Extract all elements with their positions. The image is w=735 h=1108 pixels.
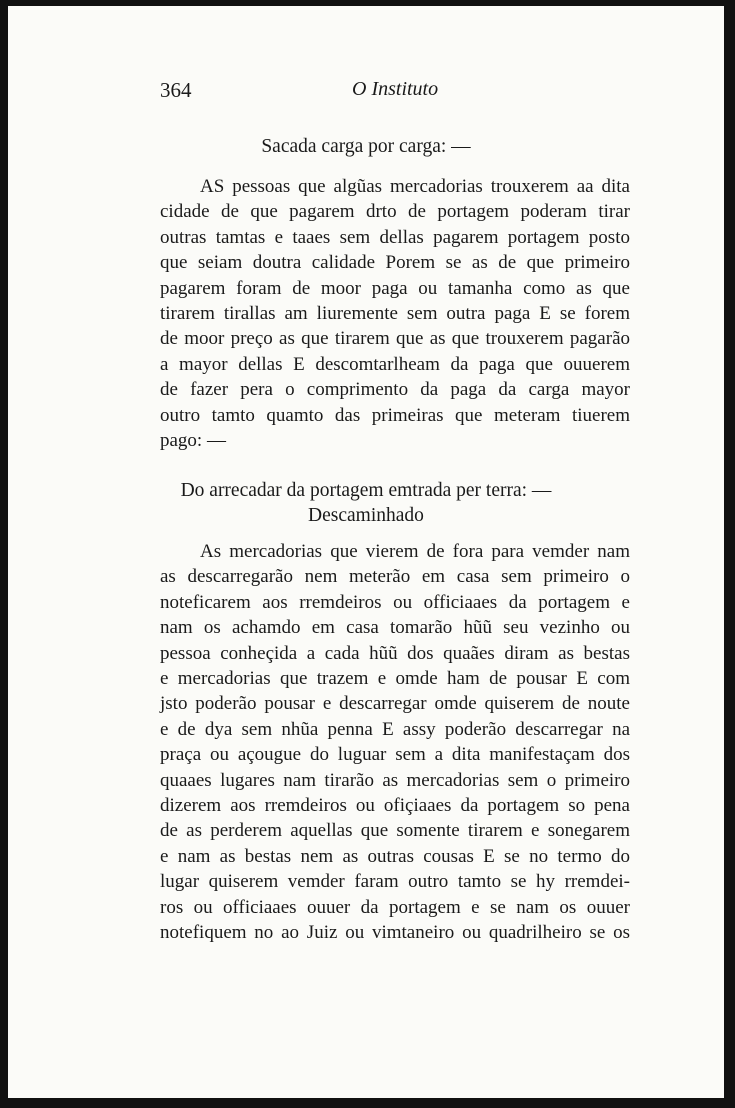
text-line: e de dya sem nhũa penna E assy poderão descarregar na [160,718,630,740]
text-line: jsto poderão pousar e descarregar omde quiserem de noute [160,693,630,715]
text-line: as descarregarão nem meterão em casa sem primeiro o [160,566,630,588]
page-number: 364 [160,78,192,102]
text-line: que seiam doutra calidade Porem se as de que primeiro [160,252,630,274]
text-line: pessoa conheçida a cada hũũ dos quaães diram as bestas [160,642,630,664]
page-header [160,78,570,108]
text-line: pagarem foram de moor paga ou tamanha como as que [160,277,630,299]
text-line: tirarem tirallas am liuremente sem outra paga E se forem [160,303,630,325]
text-line: outras tamtas e taaes sem dellas pagarem portagem posto [160,226,630,248]
text-line: nam os achamdo em casa tomarão hũũ seu vezinho ou [160,617,630,639]
text-line: e mercadorias que trazem e omde ham de pousar E com [160,668,630,690]
text-line: quaaes lugares nam tirarão as mercadorias sem o primeiro [160,769,630,791]
text-line: a mayor dellas E descomtarlheam da paga que ouuerem [160,353,630,375]
paragraph [160,539,630,946]
text-line: notefiquem no ao Juiz ou vimtaneiro ou quadrilheiro se os [160,922,630,944]
text-line: dizerem aos rremdeiros ou ofiçiaaes da portagem so pena [160,795,630,817]
section-subheading: Descaminhado [308,505,424,526]
text-line: ros ou officiaaes ouuer da portagem e se nam os ouuer [160,896,630,918]
text-line: praça ou açougue do luguar sem a dita manifestaçam dos [160,744,630,766]
text-line: de moor preço as que tirarem que as que trouxerem pagarão [160,328,630,350]
text-line: AS pessoas que algũas mercadorias trouxerem aa dita [200,176,630,197]
text-line: e nam as bestas nem as outras cousas E se no termo do [160,845,630,867]
running-title: O Instituto [352,78,439,100]
text-line: pago: — [160,430,226,452]
section-heading: Sacada carga por carga: — [261,136,471,157]
paragraph [160,174,630,453]
book-page [8,6,724,1098]
section-heading: Do arrecadar da portagem emtrada per terra: — [180,480,552,501]
text-line: outro tamto quamto das primeiras que meteram tiuerem [160,404,630,426]
text-line: lugar quiserem vemder faram outro tamto se hy rremdei- [160,871,630,893]
text-line: noteficarem aos rremdeiros ou officiaaes da portagem e [160,591,630,613]
text-line: de as perderem aquellas que somente tirarem e sonegarem [160,820,630,842]
text-line: As mercadorias que vierem de fora para vemder nam [200,541,630,562]
text-line: cidade de que pagarem drto de portagem poderam tirar [160,201,630,223]
text-line: de fazer pera o comprimento da paga da carga mayor [160,379,630,401]
